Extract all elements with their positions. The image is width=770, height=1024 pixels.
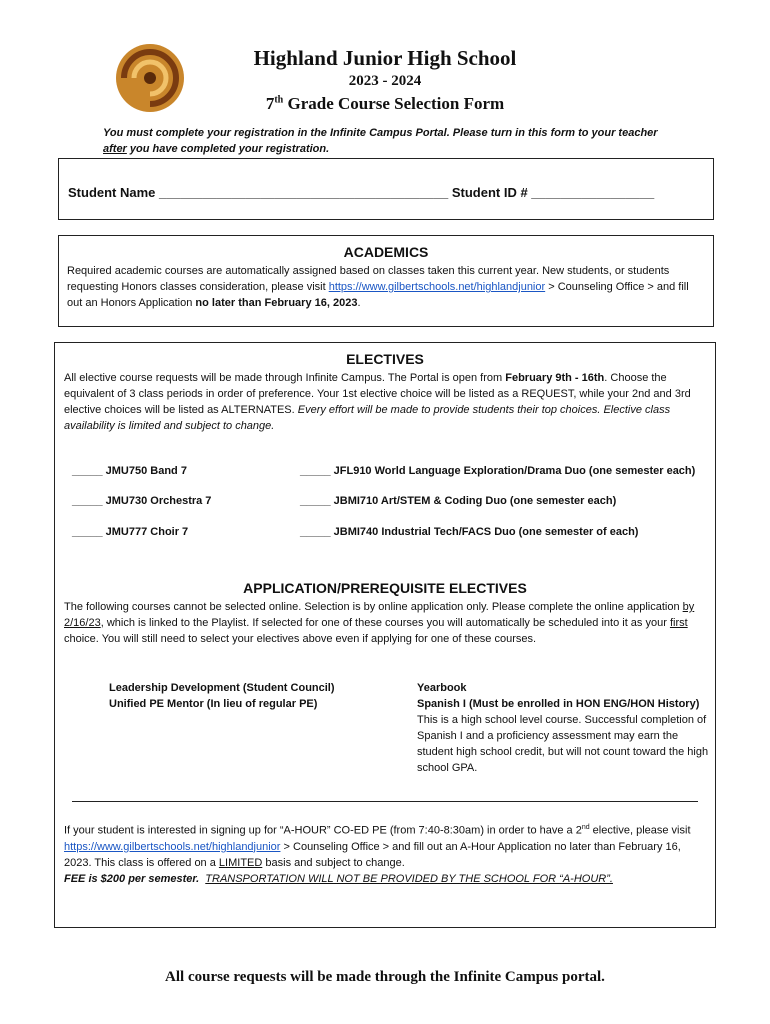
- school-name: Highland Junior High School: [253, 46, 517, 70]
- course-choir[interactable]: _____ JMU777 Choir 7: [72, 526, 189, 538]
- unified-pe-course: Unified PE Mentor (In lieu of regular PE): [109, 698, 318, 710]
- application-title: APPLICATION/PREREQUISITE ELECTIVES: [243, 580, 527, 596]
- highland-link[interactable]: https://www.gilbertschools.net/highlandjunior: [328, 281, 546, 293]
- student-name-field[interactable]: Student Name ________________________________________: [68, 185, 449, 200]
- academics-title: ACADEMICS: [343, 244, 429, 260]
- a-hour-text: If your student is interested in signing up for “A-HOUR” CO-ED PE (from 7:40-8:30am) in order to have a 2nd elective, please visit https://www.gilbertschools.net/highlandjunior > Counseling Office > and fill out an A-Hour Application no later than February 16, 2023. This class is offered on a LIMITED basis and subject to change. FEE is $200 per semester. TRANSPORTATION WILL NOT BE PROVIDED BY THE SCHOOL FOR “A-HOUR”.: [64, 824, 691, 885]
- footer-note: All course requests will be made through the Infinite Campus portal.: [165, 969, 605, 985]
- student-info-line: [68, 185, 654, 200]
- course-world-language[interactable]: _____ JFL910 World Language Exploration/Drama Duo (one semester each): [300, 465, 696, 477]
- course-band[interactable]: _____ JMU750 Band 7: [72, 465, 187, 477]
- course-industrial-tech[interactable]: _____ JBMI740 Industrial Tech/FACS Duo (one semester of each): [300, 526, 639, 538]
- spanish-note: This is a high school level course. Successful completion of Spanish I and a proficiency assessment may earn the student high school credit, but will not count toward the high school GPA.: [417, 714, 709, 774]
- leadership-course: Leadership Development (Student Council): [109, 682, 335, 694]
- divider-line: [72, 801, 698, 802]
- form-title: 7th Grade Course Selection Form: [265, 94, 505, 113]
- academics-section: [58, 235, 714, 327]
- electives-text: All elective course requests will be made through Infinite Campus. The Portal is open from February 9th - 16th. Choose the equivalent of 3 class periods in order of preference. Your 1st elective choice will be listed as a REQUEST, while your 2nd and 3rd elective choices will be listed as ALTERNATES. Every effort will be made to provide students their top choices. Elective class availability is limited and subject to change.: [64, 372, 691, 432]
- application-text: The following courses cannot be selected online. Selection is by online application only. Please complete the online application by 2/16/23, which is linked to the Playlist. If selected for one of these courses you will automatically be scheduled into it as your first choice. You will still need to select your electives above even if applying for one of these courses.: [64, 601, 695, 645]
- school-logo: [108, 38, 192, 116]
- registration-instructions: You must complete your registration in the Infinite Campus Portal. Please turn in this form to your teacher after you have completed your registration.: [103, 127, 658, 155]
- student-id-field[interactable]: Student ID # _________________: [451, 185, 655, 200]
- electives-title: ELECTIVES: [346, 351, 424, 367]
- academics-text: Required academic courses are automatically assigned based on classes taken this current year. New students, or students requesting Honors classes consideration, please visit https://www.gilbertschools.net/highlandjunior > Counseling Office > and fill out an Honors Application no later than February 16, 2023.: [67, 265, 689, 309]
- spanish-course: Spanish I (Must be enrolled in HON ENG/HON History): [417, 698, 700, 710]
- course-orchestra[interactable]: _____ JMU730 Orchestra 7: [72, 495, 212, 507]
- school-year: 2023 - 2024: [348, 73, 422, 89]
- a-hour-link[interactable]: https://www.gilbertschools.net/highlandjunior: [64, 840, 281, 853]
- yearbook-course: Yearbook: [417, 682, 467, 694]
- application-left-list: [109, 680, 369, 712]
- electives-section: [54, 342, 716, 928]
- application-right-list: [417, 680, 709, 776]
- course-art-stem[interactable]: _____ JBMI710 Art/STEM & Coding Duo (one semester each): [300, 495, 617, 507]
